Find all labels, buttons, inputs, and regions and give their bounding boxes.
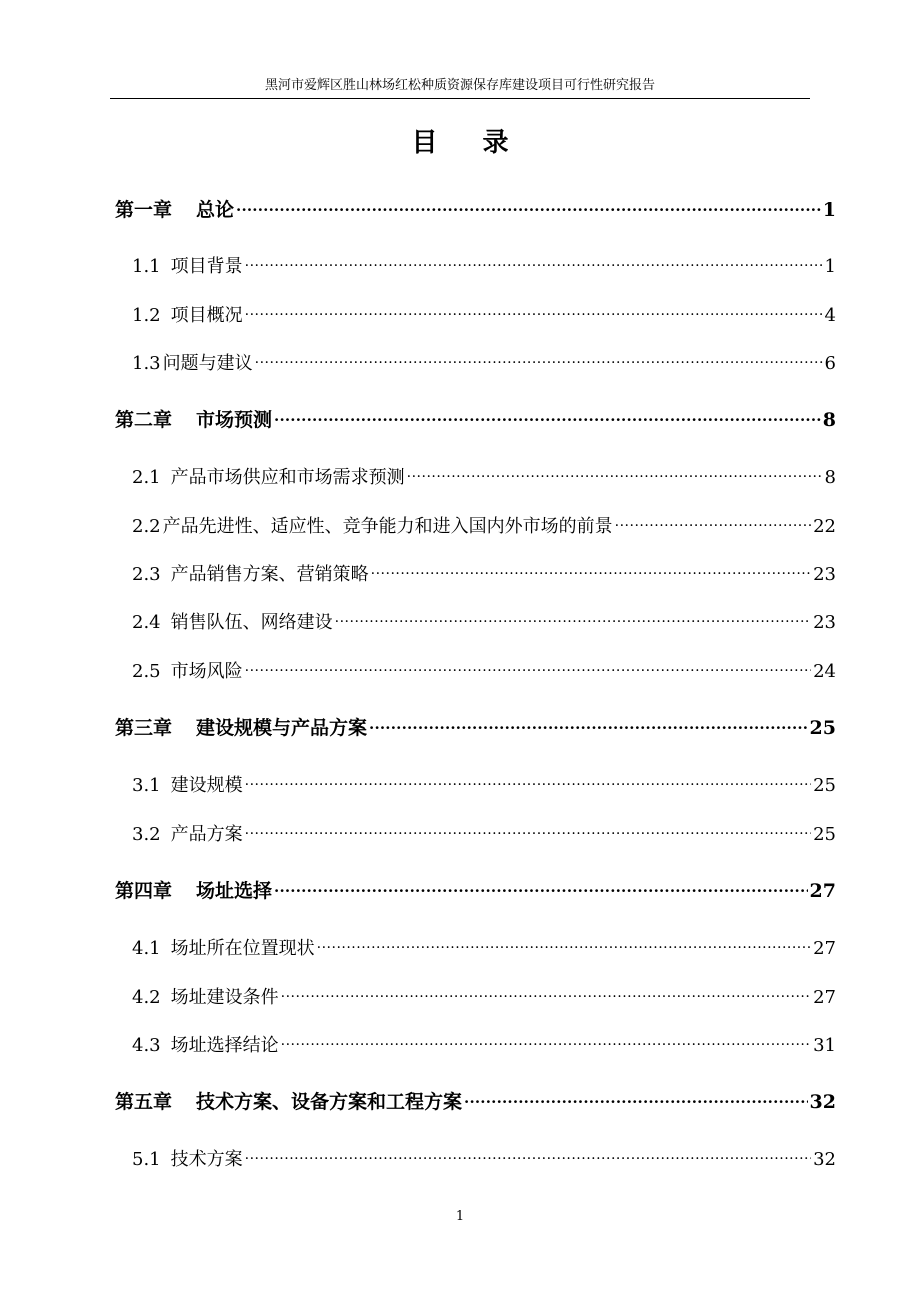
toc-entry-page: 6 [824, 353, 836, 374]
toc-entry-title: 建设规模与产品方案 [196, 717, 368, 739]
toc-dot-leader [407, 455, 823, 483]
toc-entry-title: 技术方案 [170, 1149, 243, 1170]
toc-dot-leader [236, 188, 821, 216]
toc-entry-section-4-2[interactable] [132, 975, 836, 1008]
toc-entry-page: 8 [824, 467, 836, 488]
toc-dot-leader [245, 763, 811, 791]
toc-entry-page: 25 [809, 717, 836, 739]
toc-entry-number: 第二章 [115, 409, 173, 431]
toc-entry-page: 23 [813, 564, 836, 585]
toc-entry-title: 建设规模 [170, 775, 243, 796]
toc-entry-section-4-3[interactable] [132, 1023, 836, 1056]
toc-entry-title: 总论 [196, 199, 235, 221]
toc-entry-title: 市场预测 [196, 409, 273, 431]
toc-entry-page: 32 [813, 1149, 836, 1170]
toc-entry-section-2-5[interactable] [132, 649, 836, 682]
toc-entry-title: 项目概况 [170, 305, 243, 326]
toc-dot-leader [245, 812, 811, 840]
toc-dot-leader [245, 649, 811, 677]
toc-dot-leader [274, 398, 821, 426]
toc-entry-number: 4.1 [132, 938, 161, 959]
toc-entry-section-2-3[interactable] [132, 552, 836, 585]
toc-entry-chapter-4[interactable] [115, 869, 836, 902]
toc-entry-number: 4.3 [132, 1035, 161, 1056]
toc-dot-leader [274, 869, 808, 897]
toc-entry-number: 3.1 [132, 775, 161, 796]
page-number: 1 [455, 1209, 465, 1224]
toc-dot-leader [464, 1080, 808, 1108]
toc-title: 目 录 [411, 128, 527, 158]
toc-entry-page: 8 [822, 409, 836, 431]
header-rule [110, 98, 810, 99]
toc-entry-title: 市场风险 [170, 661, 243, 682]
toc-entry-chapter-3[interactable] [115, 706, 836, 739]
toc-entry-page: 24 [813, 661, 836, 682]
toc-entry-chapter-5[interactable] [115, 1080, 836, 1113]
toc-entry-title: 场址选择结论 [170, 1035, 279, 1056]
toc-entry-section-4-1[interactable] [132, 926, 836, 959]
toc-entry-number: 1.3 [132, 353, 161, 374]
toc-dot-leader [371, 552, 811, 580]
toc-entry-section-1-2[interactable] [132, 293, 836, 326]
toc-entry-number: 第四章 [115, 880, 173, 902]
toc-dot-leader [615, 504, 811, 532]
toc-entry-page: 1 [822, 199, 836, 221]
toc-dot-leader [335, 600, 811, 628]
toc-entry-page: 23 [813, 612, 836, 633]
toc-entry-number: 第三章 [115, 717, 173, 739]
toc-entry-title: 技术方案、设备方案和工程方案 [196, 1091, 463, 1113]
toc-entry-section-2-4[interactable] [132, 600, 836, 633]
toc-entry-title: 问题与建议 [162, 353, 253, 374]
toc-entry-number: 2.1 [132, 467, 161, 488]
toc-entry-title: 产品销售方案、营销策略 [170, 564, 369, 585]
toc-entry-section-1-3[interactable] [132, 341, 836, 374]
toc-entry-title: 产品先进性、适应性、竞争能力和进入国内外市场的前景 [162, 516, 613, 537]
toc-entry-number: 1.2 [132, 305, 161, 326]
running-header-title: 黑河市爱辉区胜山林场红松种质资源保存库建设项目可行性研究报告 [264, 78, 655, 93]
toc-entry-number: 2.4 [132, 612, 161, 633]
toc-entry-section-2-2[interactable] [132, 504, 836, 537]
toc-entry-number: 2.2 [132, 516, 161, 537]
toc-entry-title: 产品市场供应和市场需求预测 [170, 467, 405, 488]
toc-entry-page: 32 [809, 1091, 836, 1113]
toc-dot-leader [281, 1023, 811, 1051]
toc-dot-leader [245, 1137, 811, 1165]
toc-entry-page: 1 [824, 256, 836, 277]
toc-entry-number: 1.1 [132, 256, 161, 277]
toc-entry-page: 4 [824, 305, 836, 326]
toc-entry-number: 3.2 [132, 824, 161, 845]
toc-entry-section-3-2[interactable] [132, 812, 836, 845]
toc-entry-page: 25 [813, 824, 836, 845]
toc-entry-title: 场址建设条件 [170, 987, 279, 1008]
toc-entry-title: 销售队伍、网络建设 [170, 612, 333, 633]
toc-dot-leader [255, 341, 823, 369]
toc-dot-leader [245, 293, 823, 321]
toc-entry-page: 27 [809, 880, 836, 902]
toc-entry-page: 27 [813, 938, 836, 959]
toc-entry-title: 产品方案 [170, 824, 243, 845]
toc-entry-number: 4.2 [132, 987, 161, 1008]
toc-entry-section-5-1[interactable] [132, 1137, 836, 1170]
toc-entry-chapter-2[interactable] [115, 398, 836, 431]
toc-entry-number: 2.3 [132, 564, 161, 585]
toc-dot-leader [317, 926, 811, 954]
toc-entry-section-3-1[interactable] [132, 763, 836, 796]
toc-entry-page: 22 [813, 516, 836, 537]
toc-entry-title: 场址选择 [196, 880, 273, 902]
toc-entry-section-1-1[interactable] [132, 244, 836, 277]
toc-entry-section-2-1[interactable] [132, 455, 836, 488]
toc-entry-page: 31 [813, 1035, 836, 1056]
toc-dot-leader [281, 975, 811, 1003]
toc-entry-number: 第一章 [115, 199, 173, 221]
toc-entry-title: 场址所在位置现状 [170, 938, 315, 959]
toc-entry-number: 2.5 [132, 661, 161, 682]
toc-entry-chapter-1[interactable] [115, 188, 836, 221]
toc-dot-leader [369, 706, 808, 734]
toc-entry-number: 5.1 [132, 1149, 161, 1170]
toc-entry-page: 25 [813, 775, 836, 796]
toc-entry-number: 第五章 [115, 1091, 173, 1113]
toc-dot-leader [245, 244, 823, 272]
toc-entry-title: 项目背景 [170, 256, 243, 277]
toc-entry-page: 27 [813, 987, 836, 1008]
